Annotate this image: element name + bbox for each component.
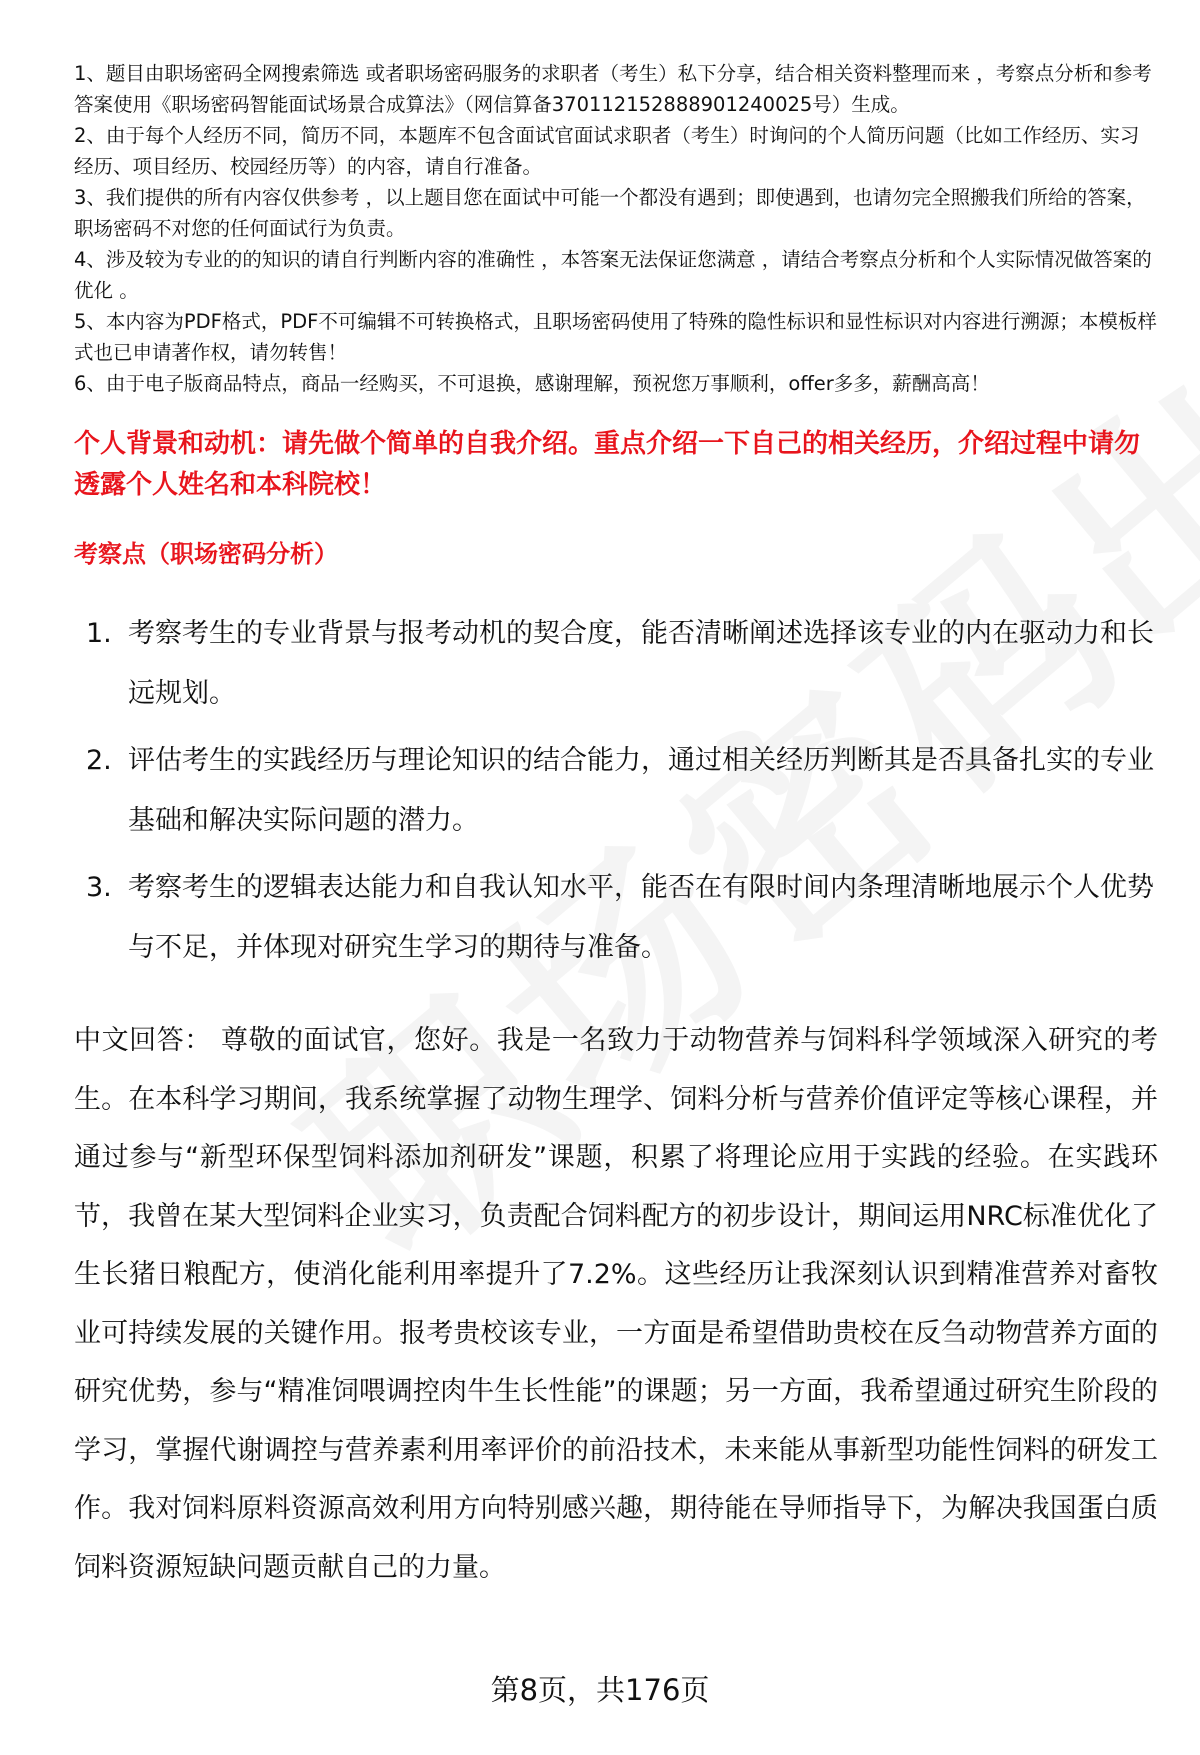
point-text: 考察考生的逻辑表达能力和自我认知水平，能否在有限时间内条理清晰地展示个人优势与不足，并体现对研究生学习的期待与准备。 — [128, 872, 1154, 963]
analysis-title: 考察点（职场密码分析） — [74, 540, 338, 568]
disclaimer-list — [74, 58, 1158, 399]
point-number: 2. — [86, 745, 112, 776]
point-number: 3. — [86, 872, 112, 903]
disclaimer-item: 6、由于电子版商品特点，商品一经购买，不可退换，感谢理解，预祝您万事顺利，offer多多，薪酬高高！ — [74, 372, 990, 395]
disclaimer-item: 2、由于每个人经历不同，简历不同，本题库不包含面试官面试求职者（考生）时询问的个人简历问题（比如工作经历、实习经历、项目经历、校园经历等）的内容，请自行准备。 — [74, 124, 1140, 178]
disclaimer-item: 4、涉及较为专业的的知识的请自行判断内容的准确性 ，本答案无法保证您满意 ，请结合考察点分析和个人实际情况做答案的优化 。 — [74, 248, 1152, 302]
analysis-point — [74, 858, 1158, 978]
page-content — [74, 58, 1158, 1597]
analysis-point — [74, 604, 1158, 724]
point-text: 评估考生的实践经历与理论知识的结合能力，通过相关经历判断其是否具备扎实的专业基础和解决实际问题的潜力。 — [128, 745, 1154, 836]
point-number: 1. — [86, 618, 112, 649]
answer-paragraph: 中文回答： 尊敬的面试官，您好。我是一名致力于动物营养与饲料科学领域深入研究的考生。在本科学习期间，我系统掌握了动物生理学、饲料分析与营养价值评定等核心课程，并通过参与“新型环保型饲料添加剂研发”课题，积累了将理论应用于实践的经验。在实践环节，我曾在某大型饲料企业实习，负责配合饲料配方的初步设计，期间运用NRC标准优化了生长猪日粮配方，使消化能利用率提升了7.2%。这些经历让我深刻认识到精准营养对畜牧业可持续发展的关键作用。报考贵校该专业，一方面是希望借助贵校在反刍动物营养方面的研究优势，参与“精准饲喂调控肉牛生长性能”的课题；另一方面，我希望通过研究生阶段的学习，掌握代谢调控与营养素利用率评价的前沿技术，未来能从事新型功能性饲料的研发工作。我对饲料原料资源高效利用方向特别感兴趣，期待能在导师指导下，为解决我国蛋白质饲料资源短缺问题贡献自己的力量。 — [74, 1025, 1158, 1583]
page-footer: 第8页，共176页 — [490, 1673, 710, 1707]
analysis-point — [74, 731, 1158, 851]
point-text: 考察考生的专业背景与报考动机的契合度，能否清晰阐述选择该专业的内在驱动力和长远规划。 — [128, 618, 1154, 709]
analysis-points — [74, 604, 1158, 978]
disclaimer-item: 3、我们提供的所有内容仅供参考 ，以上题目您在面试中可能一个都没有遇到；即使遇到，也请勿完全照搬我们所给的答案，职场密码不对您的任何面试行为负责。 — [74, 186, 1146, 240]
disclaimer-item: 5、本内容为PDF格式，PDF不可编辑不可转换格式，且职场密码使用了特殊的隐性标识和显性标识对内容进行溯源；本模板样式也已申请著作权，请勿转售！ — [74, 310, 1157, 364]
question-title: 个人背景和动机：请先做个简单的自我介绍。重点介绍一下自己的相关经历，介绍过程中请勿透露个人姓名和本科院校！ — [74, 429, 1141, 500]
disclaimer-item: 1、题目由职场密码全网搜索筛选 或者职场密码服务的求职者（考生）私下分享，结合相关资料整理而来 ，考察点分析和参考答案使用《职场密码智能面试场景合成算法》（网信算备370112152888901240025号）生成。 — [74, 62, 1152, 116]
